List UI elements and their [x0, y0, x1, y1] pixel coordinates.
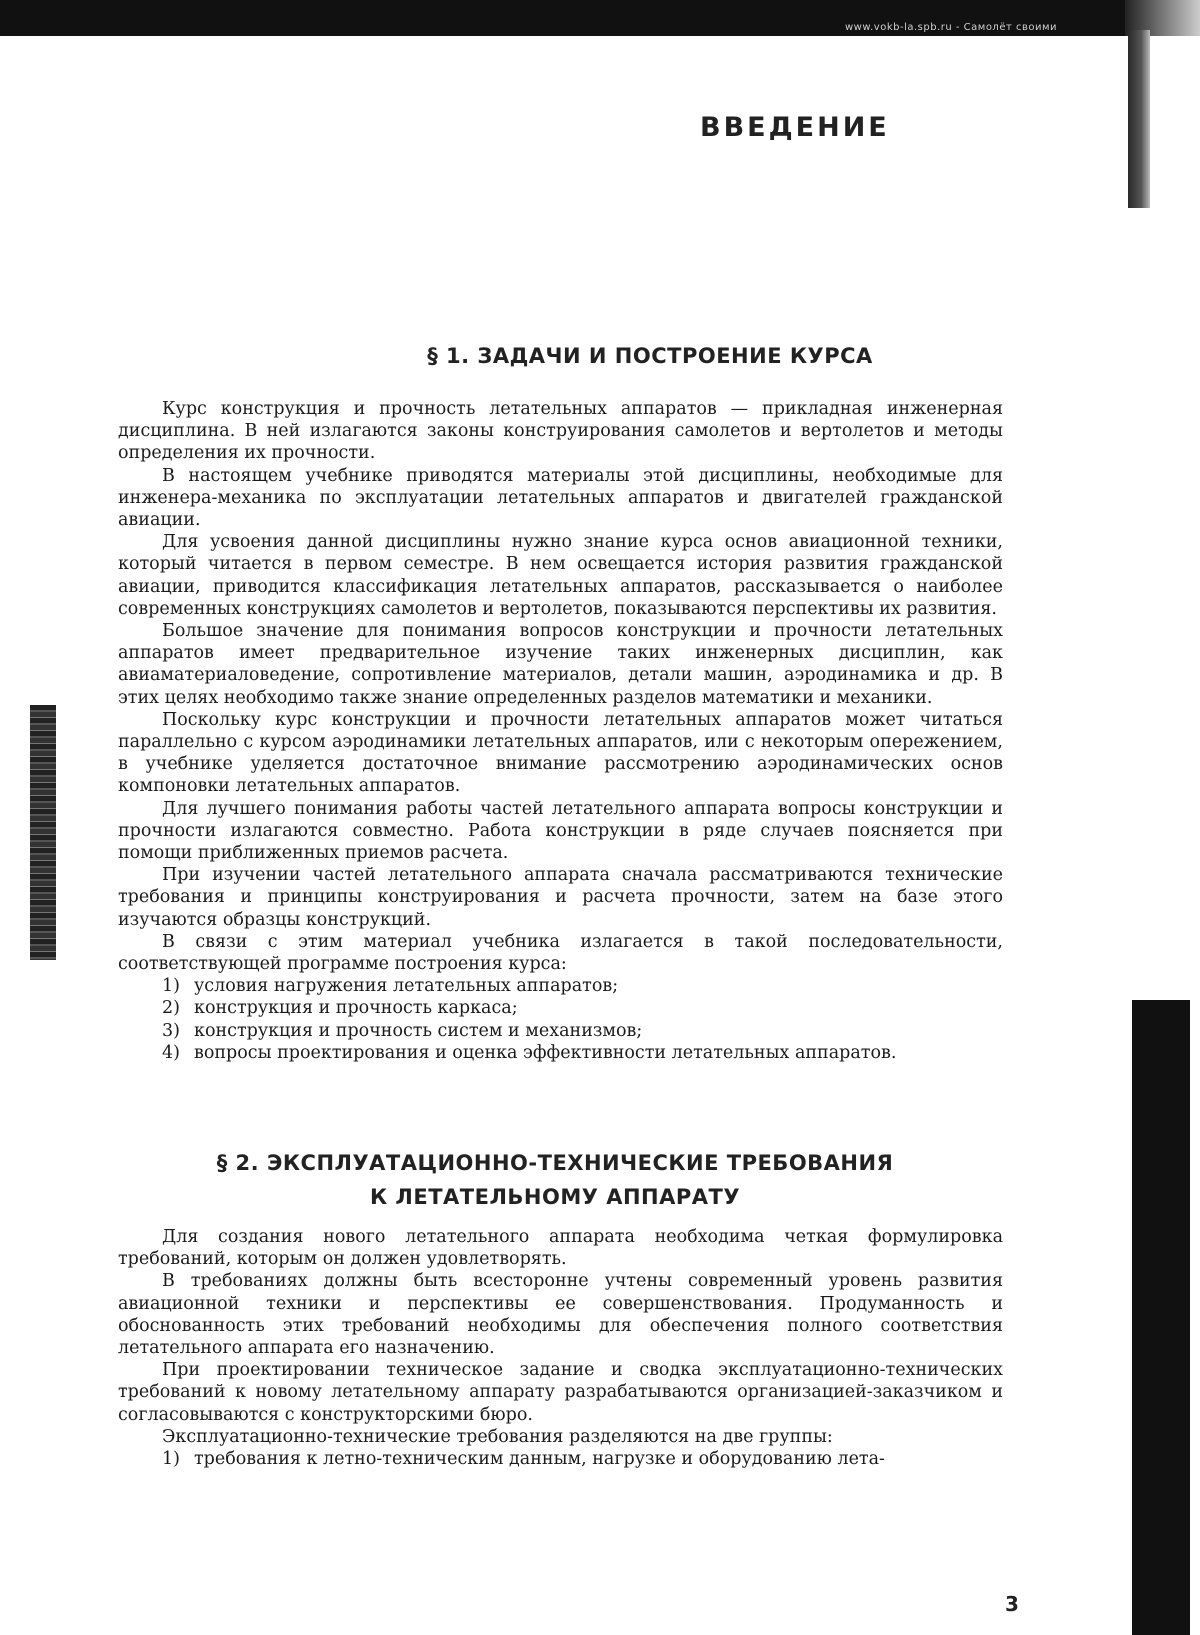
paragraph: Курс конструкция и прочность летательных аппаратов — прикладная инженерная дисциплина. В ней излагаются законы конструирования самолетов и вертолетов и методы определения их прочности. [118, 398, 1003, 465]
list-text: требования к летно-техническим данным, нагрузке и оборудованию лета- [194, 1449, 885, 1469]
list-number: 1) [162, 975, 194, 997]
list-item [118, 975, 1003, 997]
paragraph: Эксплуатационно-технические требования разделяются на две группы: [118, 1426, 1003, 1448]
paragraph: При проектировании техническое задание и сводка эксплуатационно-технических требований к новому летательному аппарату разрабатываются организацией-заказчиком и согласовываются с конструкторскими бюро. [118, 1359, 1003, 1426]
section-2-heading-line-2: К ЛЕТАТЕЛЬНОМУ АППАРАТУ [110, 1180, 1000, 1214]
paragraph: Для создания нового летательного аппарата необходима четкая формулировка требований, которым он должен удовлетворять. [118, 1226, 1003, 1270]
section-2-heading-line-1: § 2. ЭКСПЛУАТАЦИОННО-ТЕХНИЧЕСКИЕ ТРЕБОВАНИЯ [110, 1146, 1000, 1180]
requirements-list [118, 1448, 1003, 1470]
section-2-body [118, 1226, 1003, 1470]
list-number: 3) [162, 1020, 194, 1042]
paragraph: Большое значение для понимания вопросов конструкции и прочности летательных аппаратов имеет предварительное изучение таких инженерных дисциплин, как авиаматериаловедение, сопротивление материалов, детали машин, аэродинамика и др. В этих целях необходимо также знание определенных разделов математики и механики. [118, 620, 1003, 709]
watermark: www.vokb-la.spb.ru - Самолёт своими [845, 22, 1125, 33]
list-text: вопросы проектирования и оценка эффективности летательных аппаратов. [194, 1043, 896, 1063]
page-number: 3 [1005, 1592, 1019, 1616]
list-text: конструкция и прочность каркаса; [194, 998, 518, 1018]
list-item [118, 997, 1003, 1019]
list-text: конструкция и прочность систем и механизмов; [194, 1021, 642, 1041]
scan-right-edge [1128, 30, 1150, 208]
course-structure-list [118, 975, 1003, 1064]
list-item [118, 1448, 1003, 1470]
paragraph: Для усвоения данной дисциплины нужно знание курса основ авиационной техники, который читается в первом семестре. В нем освещается история развития гражданской авиации, приводится классификация летательных аппаратов, рассказывается о наиболее современных конструкциях самолетов и вертолетов, показываются перспективы их развития. [118, 531, 1003, 620]
page-title: ВВЕДЕНИЕ [700, 112, 950, 143]
list-number: 1) [162, 1448, 194, 1470]
section-1-heading: § 1. ЗАДАЧИ И ПОСТРОЕНИЕ КУРСА [280, 344, 1020, 368]
scan-right-bottom-edge [1132, 1000, 1190, 1635]
paragraph: При изучении частей летательного аппарата сначала рассматриваются технические требования и принципы конструирования и расчета прочности, затем на базе этого изучаются образцы конструкций. [118, 864, 1003, 931]
paragraph: В связи с этим материал учебника излагается в такой последовательности, соответствующей программе построения курса: [118, 931, 1003, 975]
section-2-heading [110, 1146, 1000, 1214]
section-1-body [118, 398, 1003, 1064]
paragraph: Поскольку курс конструкции и прочности летательных аппаратов может читаться параллельно с курсом аэродинамики летательных аппаратов, или с некоторым опережением, в учебнике уделяется достаточное внимание рассмотрению аэродинамических основ компоновки летательных аппаратов. [118, 709, 1003, 798]
list-item [118, 1042, 1003, 1064]
list-number: 2) [162, 997, 194, 1019]
paragraph: Для лучшего понимания работы частей летательного аппарата вопросы конструкции и прочности излагаются совместно. Работа конструкции в ряде случаев поясняется при помощи приближенных приемов расчета. [118, 798, 1003, 865]
list-text: условия нагружения летательных аппаратов; [194, 976, 618, 996]
paragraph: В настоящем учебнике приводятся материалы этой дисциплины, необходимые для инженера-механика по эксплуатации летательных аппаратов и двигателей гражданской авиации. [118, 465, 1003, 532]
scan-left-edge [30, 705, 56, 960]
list-item [118, 1020, 1003, 1042]
list-number: 4) [162, 1042, 194, 1064]
paragraph: В требованиях должны быть всесторонне учтены современный уровень развития авиационной техники и перспективы ее совершенствования. Продуманность и обоснованность этих требований необходимы для обеспечения полного соответствия летательного аппарата его назначению. [118, 1270, 1003, 1359]
